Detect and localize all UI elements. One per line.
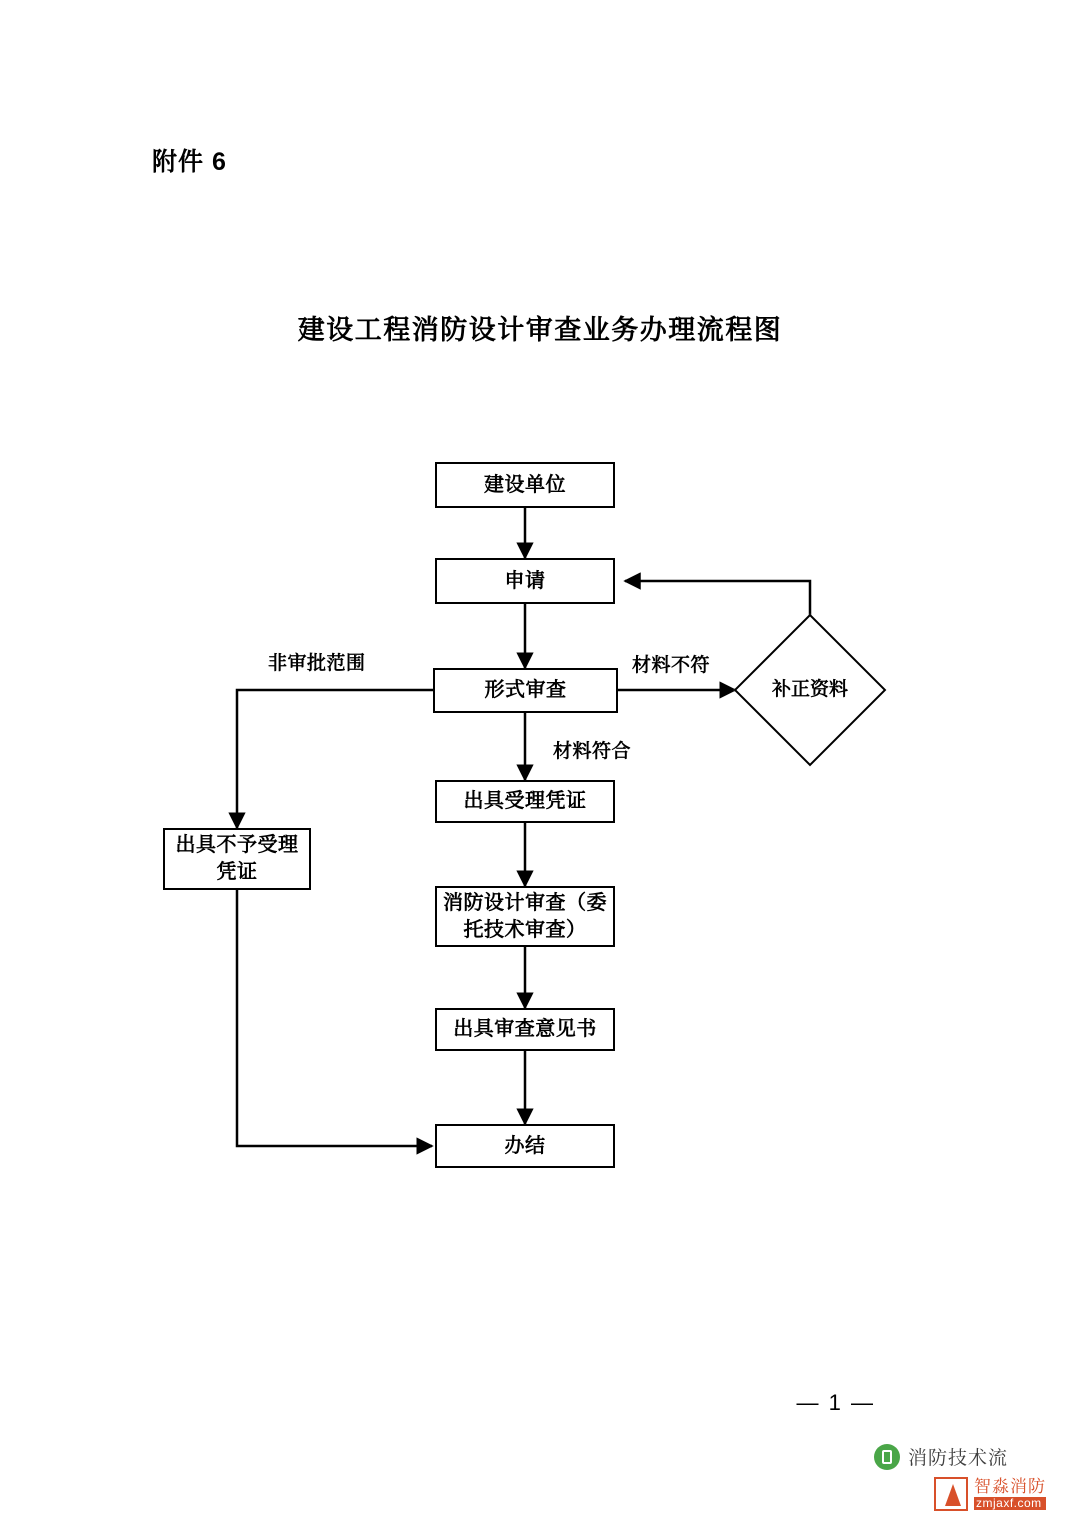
watermark-logo-en: zmjaxf.com bbox=[974, 1497, 1046, 1510]
watermark-account bbox=[874, 1443, 1008, 1470]
edge-label-not-in-scope: 非审批范围 bbox=[268, 653, 366, 674]
watermark-logo-cn: 智淼消防 bbox=[974, 1477, 1046, 1497]
attachment-label: 附件 6 bbox=[152, 148, 227, 176]
wechat-icon bbox=[874, 1444, 900, 1470]
watermark-logo-text bbox=[974, 1478, 1046, 1510]
edge-label-material-mismatch: 材料不符 bbox=[632, 655, 711, 676]
flow-node-construction-unit[interactable]: 建设单位 bbox=[435, 462, 615, 508]
flame-icon bbox=[934, 1477, 968, 1511]
watermark bbox=[826, 1439, 1066, 1519]
flow-node-supplement-materials[interactable] bbox=[735, 636, 885, 744]
flow-node-review-opinion[interactable]: 出具审查意见书 bbox=[435, 1008, 615, 1051]
page-title: 建设工程消防设计审查业务办理流程图 bbox=[297, 315, 783, 345]
edge-label-material-match: 材料符合 bbox=[553, 741, 632, 762]
flow-node-application[interactable]: 申请 bbox=[435, 558, 615, 604]
watermark-account-label: 消防技术流 bbox=[908, 1448, 1009, 1469]
watermark-logo bbox=[934, 1477, 1046, 1511]
flow-node-completed[interactable]: 办结 bbox=[435, 1124, 615, 1168]
flow-node-non-acceptance-certificate[interactable]: 出具不予受理凭证 bbox=[163, 828, 311, 890]
flow-node-fire-design-review[interactable]: 消防设计审查（委托技术审查） bbox=[435, 886, 615, 947]
flow-node-formal-review[interactable]: 形式审查 bbox=[433, 668, 618, 713]
page-number: — 1 — bbox=[796, 1390, 875, 1415]
flow-node-supplement-materials-label: 补正资料 bbox=[771, 678, 848, 700]
flow-node-acceptance-certificate[interactable]: 出具受理凭证 bbox=[435, 780, 615, 823]
